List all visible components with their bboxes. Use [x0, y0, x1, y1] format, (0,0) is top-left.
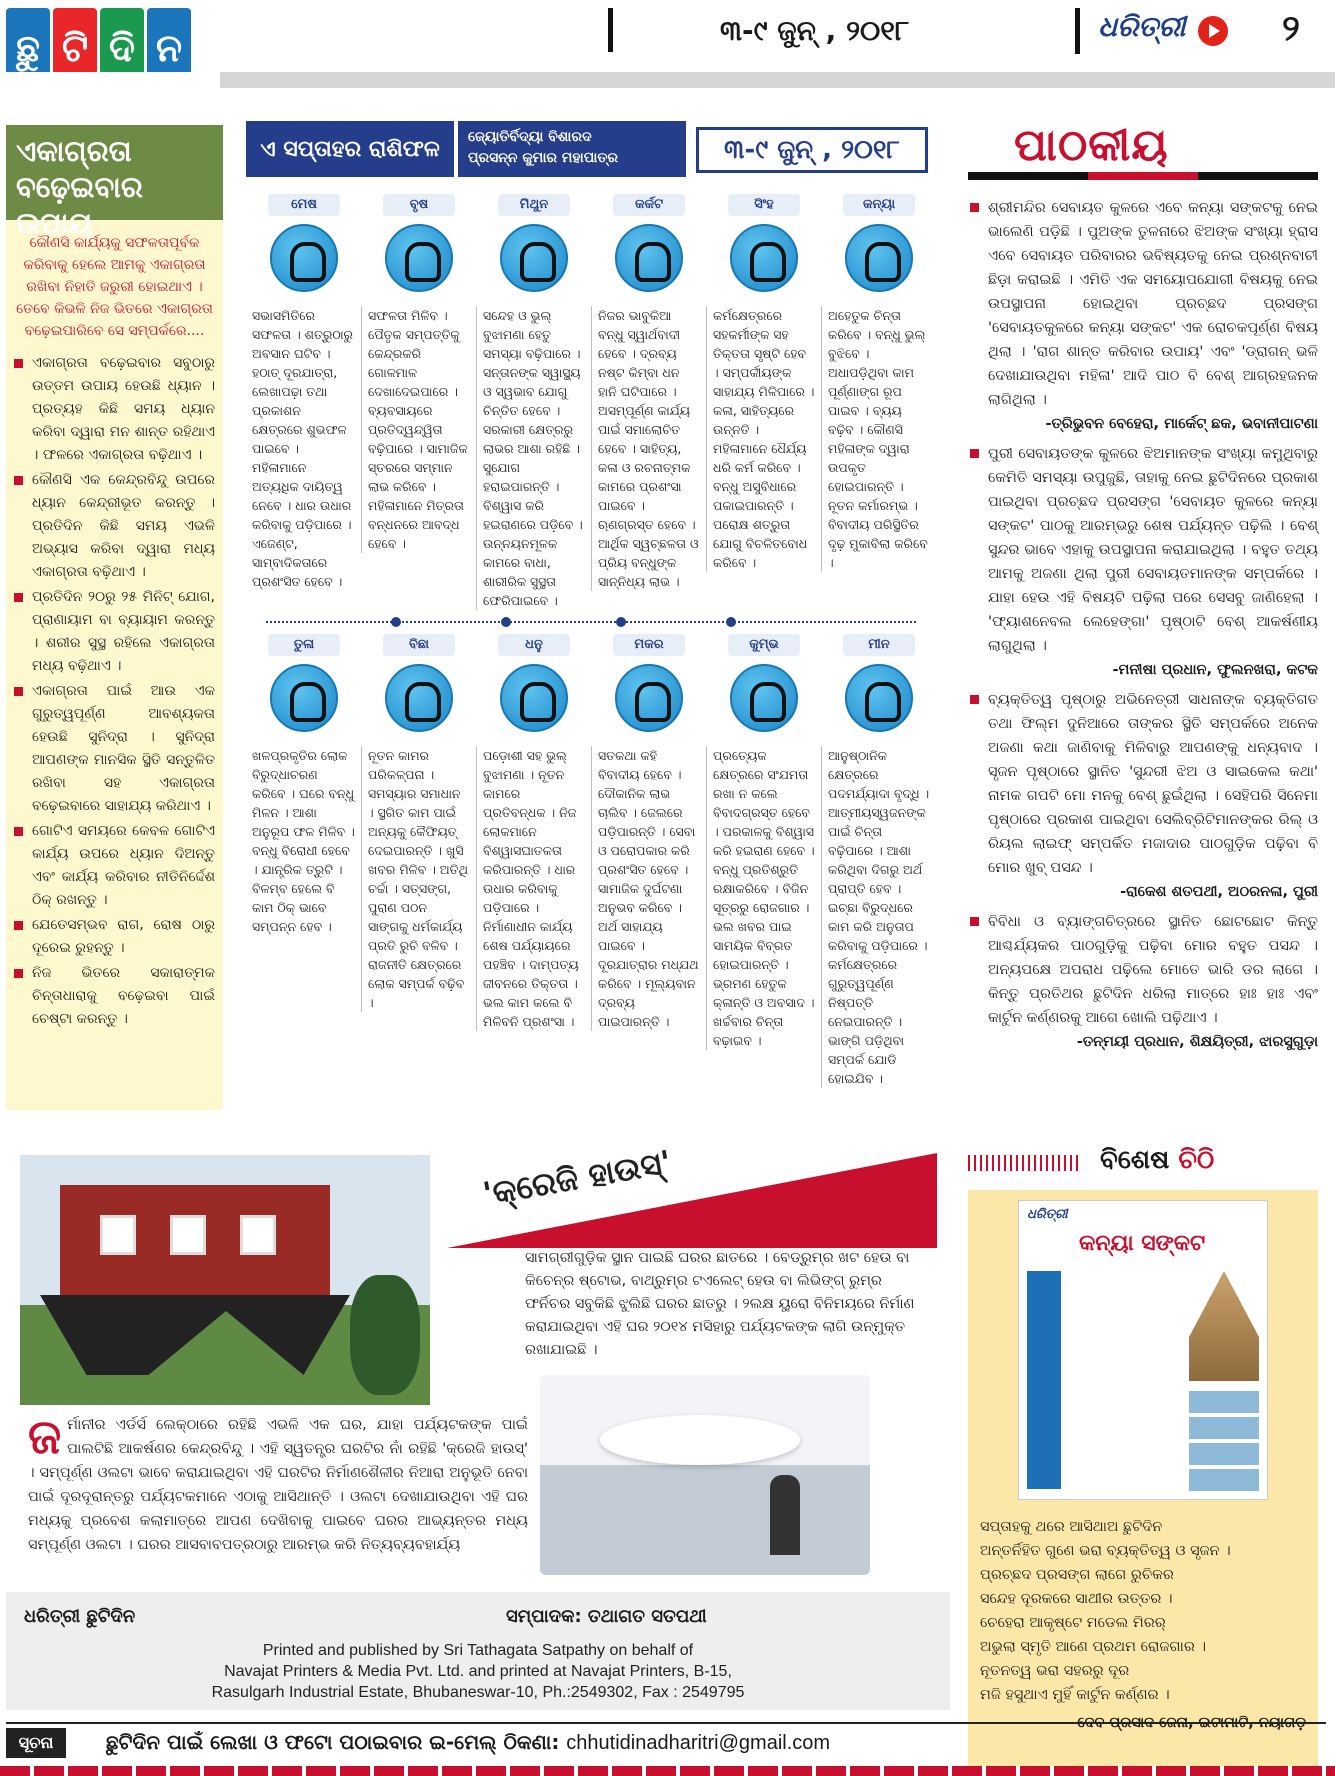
sign-prediction: ପଡ଼ୋଶୀ ସହ ଭୁଲ୍ ବୁଝାମଣା । ନୂତନ କାମରେ ପ୍ରତିବନ୍ଧକ । ନିଜ ଲୋକମାନେ ବିଶ୍ୱାସଘାତକତା କରିପାରନ୍ତି । ଧାର ଉଧାର କରିବାକୁ ପଡ଼ିପାରେ । ନିର୍ମାଣାଧୀନ କାର୍ଯ୍ୟ ଶେଷ ପର୍ଯ୍ୟାୟରେ ପହଞ୍ଚିବ । ଦାମ୍ପତ୍ୟ ଜୀବନରେ ତିକ୍ତତା । ଭଲ କାମ କଲେ ବି ମିଳିବନି ପ୍ରଶଂସା । — [476, 746, 591, 1031]
left-column-intro: କୌଣସି କାର୍ଯ୍ୟକୁ ସଫଳତାପୂର୍ବକ କରିବାକୁ ହେଲେ ଆମକୁ ଏକାଗ୍ରତା ରଖିବା ନିହାତି ଜରୁରୀ ହୋଇଥାଏ । ତେବେ କିଭଳି ନିଜ ଭିତରେ ଏକାଗ୍ରତା ବଢ଼େଇପାରିବେ ସେ ସମ୍ପର୍କରେ.... — [16, 235, 213, 339]
print-line: Printed and published by Sri Tathagata Satpathy on behalf of — [262, 1642, 694, 1659]
article-body — [28, 1409, 528, 1557]
sign-prediction: ନିଜର ଭାବୁକିଆ ବନ୍ଧୁ ସ୍ୱାର୍ଥବାଦୀ ହେବେ । ଦ୍ରବ୍ୟ ନଷ୍ଟ କିମ୍ବା ଧନ ହାନି ଘଟିପାରେ । ଅସମ୍ପୂର୍ଣ୍ଣ କାର୍ଯ୍ୟ ପାଇଁ ସମାଲୋଚିତ ହେବେ । ସାହିତ୍ୟ, କଳା ଓ ରଚନାତ୍ମକ କାମରେ ପ୍ରଶଂସା ପାଇବେ । ଋଣଗ୍ରସ୍ତ ହେବେ । ଆର୍ଥିକ ସ୍ୱଚ୍ଛଳତା ଓ ପ୍ରିୟ ବନ୍ଧୁଙ୍କ ସାନ୍ନିଧ୍ୟ ଲାଭ । — [591, 306, 706, 591]
author-designation: ଜ୍ୟୋତିର୍ବିଦ୍ୟା ବିଶାରଦ — [468, 129, 592, 145]
zodiac-scorpio — [361, 633, 476, 1012]
tip-item: ନିଜ ଭିତରେ ସକାରାତ୍ମକ ଚିନ୍ତାଧାରାକୁ ବଢ଼େଇବା ପାଇଁ ଚେଷ୍ଟା କରନ୍ତୁ । — [14, 962, 215, 1031]
horoscope-author — [458, 121, 686, 177]
pathakiya-title: ପାଠକୀୟ — [1014, 120, 1169, 171]
virgo-icon — [845, 224, 913, 292]
tip-item: ଏକାଗ୍ରତା ବଢ଼େଇବାର ସବୁଠାରୁ ଉତ୍ତମ ଉପାୟ ହେଉଛି ଧ୍ୟାନ । ପ୍ରତ୍ୟହ କିଛି ସମୟ ଧ୍ୟାନ କରିବା ଦ୍ୱାରା ମନ ଶାନ୍ତ ରହିଥାଏ । ଫଳରେ ଏକାଗ୍ରତା ବଢ଼ିଥାଏ । — [14, 352, 215, 467]
sign-name: କୁମ୍ଭ — [728, 634, 800, 656]
special-letter-title: ବିଶେଷ ଚିଠି — [1100, 1145, 1215, 1175]
sign-name: ମିଥୁନ — [498, 194, 570, 216]
sign-prediction: ନୂତନ କାମର ପରିକଳ୍ପନା । ସମସ୍ୟାର ସମାଧାନ । ସ୍ଥଗିତ କାମ ପାଇଁ ଅନ୍ୟକୁ କୈଫିୟତ୍ ଦେଇପାରନ୍ତି । ଖୁସି ଖବର ମିଳିବ । ଅତିଥି ଚର୍ଚ୍ଚା । ସତ୍ସଙ୍ଗ, ପୁରାଣ ପଠନ ସାଙ୍ଗକୁ ଧର୍ମକାର୍ଯ୍ୟ ପ୍ରତି ରୁଚି ବଳିବ । ରାଜନୀତି କ୍ଷେତ୍ରରେ ଲୋକ ସମ୍ପର୍କ ବଢ଼ିବ । — [361, 746, 476, 1012]
page-number: ୨ — [1282, 8, 1300, 49]
horoscope-divider — [246, 617, 938, 627]
horoscope-title: ଏ ସପ୍ତାହର ରାଶିଫଳ — [246, 121, 454, 177]
sign-name: ସିଂହ — [728, 194, 800, 216]
sagittarius-icon — [500, 664, 568, 732]
poem-line: ସପ୍ତାହକୁ ଥରେ ଆସିଥାଅ ଛୁଟିଦିନ — [980, 1519, 1163, 1535]
sign-prediction: ସଫଳତା ମିଳିବ । ପୈତୃକ ସମ୍ପତ୍ତିକୁ କେନ୍ଦ୍ରକରି ଗୋଳମାଳ ଦେଖାଦେଇପାରେ । ବ୍ୟବସାୟରେ ପ୍ରତିଦ୍ୱନ୍ଦ୍ୱିତା ବଢ଼ିପାରେ । ସାମାଜିକ ସ୍ତରରେ ସମ୍ମାନ ଲାଭ କରିବେ । ମହିଳାମାନେ ମିତ୍ରତା ବନ୍ଧନରେ ଆବଦ୍ଧ ହେବେ । — [361, 306, 476, 553]
horoscope-date: ୩-୯ ଜୁନ୍ , ୨୦୧୮ — [696, 127, 928, 173]
sign-prediction: ସନ୍ଦେହ ଓ ଭୁଲ୍ ବୁଝାମଣା ହେତୁ ସମସ୍ୟା ବଢ଼ିପାରେ । ସନ୍ତାନଙ୍କ ସ୍ୱାସ୍ଥ୍ୟ ଓ ସ୍ୱଭାବ ଯୋଗୁ ଚିନ୍ତିତ ହେବେ । ସରକାରୀ କ୍ଷେତ୍ରରୁ ଲାଭର ଆଶା ରହିଛି । ସୁଯୋଗ ହରାଇପାରନ୍ତି । ବିଶ୍ୱାସ କରି ହଇରାଣରେ ପଡ଼ିବେ । ଉନ୍ନୟନମୂଳକ କାମରେ ବାଧା, ଶାରୀରିକ ସୁସ୍ଥତା ଫେରିପାଇବେ । — [476, 306, 591, 610]
pathakiya-header — [968, 120, 1318, 178]
masthead-divider — [608, 8, 613, 52]
author-name: ପ୍ରସନ୍ନ କୁମାର ମହାପାତ୍ର — [468, 150, 618, 166]
temple-icon — [1189, 1271, 1259, 1381]
sign-name: କର୍କଟ — [613, 194, 685, 216]
zodiac-libra — [246, 633, 361, 936]
poem-line: ମଜି ହସୁଥାଏ ମୁହିଁ କାର୍ଟୁନ କର୍ଣ୍ଣର । — [980, 1687, 1170, 1703]
readers-letters-column — [968, 120, 1318, 1731]
sign-prediction: ପ୍ରତ୍ୟେକ କ୍ଷେତ୍ରରେ ସଂଯମତା ରଖା ନ କଲେ ବିବାଦଗ୍ରସ୍ତ ହେବେ । ପରକାଳକୁ ବିଶ୍ୱାସ କରି ହଇରାଣ ହେବେ । ବନ୍ଧୁ ପ୍ରତିଶ୍ରୁତି ରକ୍ଷାକରିବେ । ବିଜିନ ସୂତ୍ରରୁ ରୋଜଗାର । ଭଲ ଖବର ପାଇ ସାମୟିକ ବିବ୍ରତ ହୋଇପାରନ୍ତି । ଭ୍ରମଣ ହେତୁକ କ୍ଳାନ୍ତି ଓ ଅବସାଦ । ଖର୍ଚ୍ଚବାର ଚିନ୍ତା ବଢ଼ାଇବ । — [706, 746, 821, 1050]
letter-signature: -ରାକେଶ ଶତପଥୀ, ଅଠରନଳା, ପୁରୀ — [1120, 884, 1318, 900]
pisces-icon — [845, 664, 913, 732]
scorpio-icon — [385, 664, 453, 732]
reader-letter — [968, 688, 1318, 904]
poem-line: ପ୍ରଚ୍ଛଦ ପ୍ରସଙ୍ଗ ଲାଗେ ରୁଚିକର — [980, 1567, 1174, 1583]
masthead-divider — [1075, 8, 1080, 54]
title-rule — [968, 172, 1318, 180]
horoscope-header — [246, 121, 938, 177]
tip-item: ପ୍ରତିଦିନ ୨୦ରୁ ୨୫ ମିନିଟ୍ ଯୋଗ, ପ୍ରାଣାୟାମ ବା ବ୍ୟାୟାମ କରନ୍ତୁ । ଶରୀର ସୁସ୍ଥ ରହିଲେ ଏକାଗ୍ରତା ମଧ୍ୟ ବଢ଼ିଥାଏ । — [14, 586, 215, 678]
letter-signature: -ମନୀଷା ପ୍ରଧାନ, ଫୁଲନଖରା, କଟକ — [1112, 662, 1318, 678]
publication-name: ଧରିତ୍ରୀ ଛୁଟିଦିନ — [24, 1606, 136, 1627]
tip-item: ଏକାଗ୍ରତା ପାଇଁ ଆଉ ଏକ ଗୁରୁତ୍ୱପୂର୍ଣ୍ଣ ଆବଶ୍ୟକତା ହେଉଛି ସୁନିଦ୍ରା । ସୁନିଦ୍ରା ଆପଣଙ୍କ ମାନସିକ ସ୍ଥିତି ସନ୍ତୁଳିତ ରଖିବା ସହ ଏକାଗ୍ରତା ବଢ଼େଇବାରେ ସାହାଯ୍ୟ କରିଥାଏ । — [14, 680, 215, 818]
letter-text: ବ୍ୟକ୍ତିତ୍ୱ ପୃଷ୍ଠାରୁ ଅଭିନେତ୍ରୀ ସାଧନାଙ୍କ ବ୍ୟକ୍ତିଗତ ତଥା ଫିଲ୍ମ ଦୁନିଆରେ ତାଙ୍କର ସ୍ଥିତି ସମ୍ପର୍କରେ ଅନେକ ଅଜଣା କଥା ଜାଣିବାକୁ ମିଳିବାରୁ ଆପଣଙ୍କୁ ଧନ୍ୟବାଦ । ସୃଜନ ପୃଷ୍ଠାରେ ସ୍ଥାନିତ 'ସୁନ୍ଦରୀ ଝିଅ ଓ ସାଇକେଲ କଥା' ନାମକ ଗପଟି ମୋ ମନକୁ ବେଶ୍ ଛୁଇଁଥିଲା । ସେହିପରି ସିନେମା ପୃଷ୍ଠାରେ ପ୍ରକାଶ ପାଇଥିବା ସେଲିବ୍ରିଟିମାନଙ୍କର ରିଲ୍ ଓ ରିୟଲ ଲାଇଫ୍ ସମ୍ପର୍କିତ ମଜାଦାର ପାଠଗୁଡ଼ିକ ପଢ଼ିବା ବି ମୋର ଖୁବ୍ ପସନ୍ଦ । — [968, 688, 1318, 880]
submission-notice — [6, 1722, 1326, 1758]
letter-signature: -ତ୍ରିଭୁବନ ବେହେରା, ମାର୍କେଟ୍ ଛକ, ଭବାନୀପାଟଣା — [1045, 416, 1318, 432]
reader-letter — [968, 196, 1318, 436]
tip-item: ଗୋଟିଏ ସମୟରେ କେବଳ ଗୋଟିଏ କାର୍ଯ୍ୟ ଉପରେ ଧ୍ୟାନ ଦିଅନ୍ତୁ ଏବଂ କାର୍ଯ୍ୟ କରିବାର ନୀତିନିର୍ଦ୍ଦେଶ ଠିକ୍ ରଖନ୍ତୁ । — [14, 820, 215, 912]
zodiac-aquarius — [706, 633, 821, 1050]
tip-item: ଯେତେସମ୍ଭବ ରାଗ, ରୋଷ ଠାରୁ ଦୂରେଇ ରୁହନ୍ତୁ । — [14, 914, 215, 960]
taurus-icon — [385, 224, 453, 292]
poem-line: ସନ୍ଦେହ ଦୂରକରେ ସାଥୀର ଉତ୍ତର । — [980, 1591, 1173, 1607]
aquarius-icon — [730, 664, 798, 732]
issue-date: ୩-୯ ଜୁନ୍ , ୨୦୧୮ — [720, 14, 910, 47]
cover-logo-strip — [1027, 1271, 1061, 1489]
sign-name: ବିଛା — [383, 634, 455, 656]
sign-name: ମେଷ — [268, 194, 340, 216]
article-body-text: ର୍ମାନୀର ଏର୍ଡର୍ସ ଲେକ୍‌ଠାରେ ରହିଛି ଏଭଳି ଏକ ଘର, ଯାହା ପର୍ଯ୍ୟଟକଙ୍କ ପାଇଁ ପାଲଟିଛି ଆକର୍ଷଣର କେନ୍ଦ୍ରବିନ୍ଦୁ । ଏହି ସ୍ୱତନ୍ତ୍ର ଘରଟିର ନାଁ ରହିଛି 'କ୍ରେଜି ହାଉସ୍' । ସମ୍ପୂର୍ଣ୍ଣ ଓଲଟା ଭାବେ କରାଯାଇଥିବା ଏହି ଘରଟିର ନିର୍ମାଣଶୈଳୀର ନିଆରା ଅନୁଭୂତି ନେବା ପାଇଁ ଦୂରଦୂରାନ୍ତରୁ ପର୍ଯ୍ୟଟକମାନେ ଏଠାକୁ ଆସିଥାନ୍ତି । ଓଲଟା ଦେଖାଯାଉଥିବା ଏହି ଘର ମଧ୍ୟକୁ ପ୍ରବେଶ କଲାମାତ୍ରେ ଆପଣ ଦେଖିବାକୁ ପାଇବେ ଘରର ଆଭ୍ୟନ୍ତର ମଧ୍ୟ ସମ୍ପୂର୍ଣ୍ଣ ଓଲଟା । ଘରର ଆସବାବପତ୍ରଠାରୁ ଆରମ୍ଭ କରି ନିତ୍ୟବ୍ୟବହାର୍ଯ୍ୟ — [28, 1417, 528, 1553]
special-letter-poem — [980, 1515, 1306, 1735]
email-link[interactable]: chhutidinadharitri@gmail.com — [566, 1732, 831, 1754]
masthead-bar — [0, 72, 1335, 88]
sign-prediction: ସଭାସମିତିରେ ସଫଳତା । ଶତ୍ରୁଠାରୁ ଅବସାନ ଘଟିବ । ହଠାତ୍ ଦୂରଯାତ୍ରା, ଲେଖାପଢ଼ା ତଥା ପ୍ରକାଶନ କ୍ଷେତ୍ରରେ ଶୁଭଫଳ ପାଇବେ । ମହିଳାମାନେ ଅତ୍ୟଧିକ ଦାୟିତ୍ୱ ନେବେ । ଧାର ଉଧାର କରିବାକୁ ପଡ଼ିପାରେ । ଏଜେଣ୍ଟ, ସାମ୍ବାଦିକତାରେ ପ୍ରଶଂସିତ ହେବେ । — [252, 308, 354, 589]
poem-line: ଅଭୁଲା ସ୍ମୃତି ଆଣେ ପ୍ରଥମ ରୋଜଗାର । — [980, 1639, 1206, 1655]
print-line: Navajat Printers & Media Pvt. Ltd. and printed at Navajat Printers, B-15, — [224, 1663, 732, 1680]
special-letter-box — [968, 1190, 1318, 1770]
poem-line: ନୂତନତ୍ୱ ଭରା ସହରରୁ ଦୂର — [980, 1663, 1130, 1679]
bottom-rule — [0, 1766, 1335, 1776]
sign-name: କନ୍ୟା — [843, 194, 915, 216]
capricorn-icon — [615, 664, 683, 732]
zodiac-taurus — [361, 193, 476, 553]
logo-char-3: ଦି — [100, 8, 144, 88]
sign-name: ମକର — [613, 634, 685, 656]
poem-signature: -ଦେବ ପ୍ରସାଦ ଜେନା, ଇଟାମାଟି, ନୟାଗଡ଼ — [1071, 1715, 1306, 1731]
reader-letter — [968, 910, 1318, 1054]
poem-line: ଅନ୍ତର୍ନିହିତ ଗୁଣେ ଭରା ବ୍ୟକ୍ତିତ୍ୱ ଓ ସୃଜନ । — [980, 1543, 1231, 1559]
article-title: 'କ୍ରେଜି ହାଉସ୍' — [480, 1142, 675, 1214]
notice-text: ଛୁଟିଦିନ ପାଇଁ ଲେଖା ଓ ଫଟୋ ପଠାଇବାର ଇ-ମେଲ୍ ଠିକଣା: chhutidinadharitri@gmail.com — [106, 1730, 831, 1754]
zodiac-cancer — [591, 193, 706, 591]
sign-prediction: ଅହେତୁକ ଚିନ୍ତା କରିବେ । ବନ୍ଧୁ ଭୁଲ୍ ବୁଝିବେ । ଅଧାପଡ଼ିଥିବା କାମ ପୂର୍ଣ୍ଣାଙ୍ଗ ରୂପ ପାଇବ । ବ୍ୟୟ ବଢ଼ିବ । କୌଣସି ମହିଳାଙ୍କ ଦ୍ୱାରା ଉପକୃତ ହୋଇପାରନ୍ତି । ନୂତନ କର୍ମାରମ୍ଭ । ବିବାଦୀୟ ପରିସ୍ଥିତିର ଦୃଢ଼ ମୁକାବିଲା କରିବେ । — [821, 306, 936, 572]
gemini-icon — [500, 224, 568, 292]
horoscope-row — [246, 633, 938, 1103]
sign-name: ଧନୁ — [498, 634, 570, 656]
logo-char-4: ନ — [147, 8, 191, 88]
concentration-tips-column — [6, 125, 223, 1110]
zodiac-sagittarius — [476, 633, 591, 1031]
sign-prediction: ସତକଥା କହି ବିବାଦୀୟ ହେବେ । ଦୌକାନିକ ଲାଭ ଚାଲିବ । ଜେଲରେ ପଡ଼ିପାରନ୍ତି । ସେବା ଓ ପରୋପକାର କରି ପ୍ରଶଂସିତ ହେବେ । ସାମାଜିକ ଦୁର୍ଘଟଣା ଅନୁଭବ କରିବେ । ଅର୍ଥ ସାହାଯ୍ୟ ପାଇବେ । ଦୂରଯାତ୍ରାର ମଧ୍ଯଥ କରିବେ । ମୂଲ୍ୟବାନ ଦ୍ରବ୍ୟ ପାଇପାରନ୍ତି । — [591, 746, 706, 1031]
imprint-footer — [6, 1592, 950, 1710]
article-lead: ସାମଗ୍ରୀଗୁଡ଼ିକ ସ୍ଥାନ ପାଇଛି ଘରର ଛାତରେ । ବେଡ୍‌ରୁମ୍‌ର ଖଟ ହେଉ ବା କିଚେନ୍‌ର ଷ୍ଟୋଭ, ବାଥ୍‌ରୁମ୍‌ର ଟଏଲେଟ୍ ହେଉ ବା ଲିଭିଙ୍ଗ୍ ରୁମ୍‌ର ଫର୍ନିଚର ସବୁକିଛି ଝୁଲିଛି ଘରର ଛାତରୁ । ୨ଲକ୍ଷ ୟୁରୋ ବିନିମୟରେ ନିର୍ମାଣ କରାଯାଇଥିବା ଏହି ଘର ୨୦୧୪ ମସିହାରୁ ପର୍ଯ୍ୟଟକଙ୍କ ଲାଗି ଉନ୍ମୁକ୍ତ ରଖାଯାଇଛି । — [525, 1250, 915, 1358]
zodiac-capricorn — [591, 633, 706, 1031]
notice-label: ସୂଚନା — [6, 1728, 66, 1758]
masthead — [0, 0, 1335, 92]
editor-credit: ସମ୍ପାଦକ: ତଥାଗତ ସତପଥୀ — [506, 1606, 707, 1627]
dharitri-brand: ଧରିତ୍ରୀ — [1098, 10, 1186, 43]
special-letter-header — [968, 1145, 1318, 1185]
leo-icon — [730, 224, 798, 292]
cover-model-figure — [1089, 1261, 1179, 1491]
cancer-icon — [615, 224, 683, 292]
libra-icon — [270, 664, 338, 732]
left-column-title: ଏକାଗ୍ରତା ବଢ଼େଇବାର ଉପାୟ — [6, 125, 223, 220]
house-interior-photo — [540, 1375, 870, 1575]
sign-prediction: ଖଳପ୍ରକୃତିର ଲୋକ ବିରୁଦ୍ଧାଚରଣ କରିବେ । ଘରେ ବନ୍ଧୁ ମିଳନ । ଆଶା ଅନୁରୂପ ଫଳ ମିଳିବ । ବନ୍ଧୁ ବିରୋଧୀ ହେବେ । ଯାନ୍ତ୍ରିକ ତ୍ରୁଟି । ବିଳମ୍ବ ହେଲେ ବି କାମ ଠିକ୍ ଭାବେ ସମ୍ପନ୍ନ ହେବ । — [252, 748, 355, 934]
print-line — [6, 1640, 950, 1703]
letter-text: ବିବିଧା ଓ ବ୍ୟାଙ୍ଗଚିତ୍ରରେ ସ୍ଥାନିତ ଛୋଟଛୋଟ କିନ୍ତୁ ଆଶ୍ଚର୍ଯ୍ୟକର ପାଠଗୁଡ଼ିକୁ ପଢ଼ିବା ମୋର ବହୁତ ପସନ୍ଦ । ଅନ୍ୟପକ୍ଷେ ଅପରାଧ ପଢ଼ିଲେ ମୋତେ ଭାରି ଡର ଲାଗେ । କିନ୍ତୁ ପ୍ରତିଥର ଛୁଟିଦିନ ଧରିଲା ମାତ୍ରେ ହାଃ ହାଃ ଏବଂ କାର୍ଟୁନ କର୍ଣ୍ଣରକୁ ଆଗେ ଖୋଲି ପଢ଼ିଥାଏ । — [968, 910, 1318, 1030]
tips-list — [6, 348, 223, 1037]
sign-name: ବୃଷ — [383, 194, 455, 216]
zodiac-leo — [706, 193, 821, 572]
logo-char-1: ଛୁ — [6, 8, 50, 88]
reader-letter — [968, 442, 1318, 682]
letters-list — [968, 196, 1318, 1054]
sign-name: ତୁଳା — [268, 634, 340, 656]
zodiac-aries — [246, 193, 361, 591]
logo-char-2: ଟି — [53, 8, 97, 88]
weekly-horoscope — [246, 121, 938, 1111]
letter-signature: -ତନ୍ମୟୀ ପ୍ରଧାନ, ଶିକ୍ଷୟିତ୍ରୀ, ଝାରସୁଗୁଡ଼ା — [1076, 1034, 1318, 1050]
cover-thumbnails — [1189, 1391, 1259, 1491]
play-icon — [1198, 16, 1228, 46]
zodiac-gemini — [476, 193, 591, 610]
zodiac-virgo — [821, 193, 936, 572]
crazy-house-article — [0, 1135, 950, 1575]
print-line: Rasulgarh Industrial Estate, Bhubaneswar-10, Ph.:2549302, Fax : 2549795 — [211, 1684, 745, 1701]
upside-down-house-photo — [20, 1155, 430, 1405]
drop-cap: ଜ — [28, 1409, 62, 1465]
cover-brand: ଧରିତ୍ରୀ — [1027, 1207, 1068, 1222]
letter-text: ପୁରୀ ସେବାୟତଙ୍କ କୁଳରେ ଝିଅମାନଙ୍କ ସଂଖ୍ୟା କମୁଥିବାରୁ କେମିତି ସମସ୍ୟା ଉପୁଜୁଛି, ତାହାକୁ ନେଇ ଛୁଟିଦିନରେ ପ୍ରକାଶ ପାଇଥିବା ପ୍ରଚ୍ଛଦ ପ୍ରସଙ୍ଗ 'ସେବାୟତ କୁଳରେ କନ୍ୟା ସଙ୍କଟ' ପାଠକୁ ଆରମ୍ଭରୁ ଶେଷ ପର୍ଯ୍ୟନ୍ତ ପଢ଼ିଲି । ବେଶ୍ ସୁନ୍ଦର ଭାବେ ଏହାକୁ ଉପସ୍ଥାପନା କରାଯାଇଥିଲା । ବହୁତ ତଥ୍ୟ ଆମକୁ ଅଜଣା ଥିଲା ପୁରୀ ସେବାୟତମାନଙ୍କ ସମ୍ପର୍କରେ । ଯାହା ହେଉ ଏହି ବିଷୟଟି ପଢ଼ିଲା ପରେ ସେସବୁ ଜାଣିହେଲା । 'ଫ୍ୟାଶନେବଲ ଲେହେଙ୍ଗା' ପୃଷ୍ଠାଟି ବେଶ୍ ଆକର୍ଷଣୀୟ ଲାଗୁଥିଲା । — [968, 442, 1318, 658]
letter-text: ଶ୍ରୀମନ୍ଦିର ସେବାୟତ କୁଳରେ ଏବେ କନ୍ୟା ସଙ୍କଟକୁ ନେଇ ଭାଲେଣି ପଡ଼ିଛି । ପୁଅଙ୍କ ତୁଳନାରେ ଝିଅଙ୍କ ସଂଖ୍ୟା ହ୍ରାସ ଏବେ ସେବାୟତ ପରିବାରର ଭବିଷ୍ୟତକୁ ନେଇ ପ୍ରଶ୍ନବାଚୀ ଛିଡ଼ା କରାଇଛି । ଏମିତି ଏକ ସମୟୋପଯୋଗୀ ବିଷୟକୁ ନେଇ ଉପସ୍ଥାପନା ହୋଇଥିବା ପ୍ରଚ୍ଛଦ ପ୍ରସଙ୍ଗ 'ସେବାୟତକୁଳରେ କନ୍ୟା ସଙ୍କଟ' ଏକ ରୋଚକପୂର୍ଣ୍ଣ ବିଷୟ ଥିଲା । 'ରାଗ ଶାନ୍ତ କରିବାର ଉପାୟ' ଏବଂ 'ଡ୍ରାଗନ୍ ଭଳି ଦେଖାଯାଉଥିବା ମହିଳା' ଆଦି ପାଠ ବି ବେଶ୍ ଆଗ୍ରହଜନକ ଲାଗିଥିଲା । — [968, 196, 1318, 412]
zodiac-pisces — [821, 633, 936, 1088]
magazine-cover-image — [1018, 1200, 1268, 1500]
cover-title: କନ୍ୟା ସଙ୍କଟ — [1079, 1231, 1206, 1256]
sign-name: ମୀନ — [843, 634, 915, 656]
aries-icon — [270, 224, 338, 292]
poem-line: ଚେହେରା ଆକୃଷ୍ଟେ ମଡେଲ ମିରର୍ — [980, 1615, 1166, 1631]
sign-prediction: କର୍ମକ୍ଷେତ୍ରରେ ସହକର୍ମୀଙ୍କ ସହ ତିକ୍ତତା ସୃଷ୍ଟି ହେବ । ସମ୍ପର୍କୀୟଙ୍କ ସାହାଯ୍ୟ ମିଳିପାରେ । କଳା, ସାହିତ୍ୟରେ ଉନ୍ନତି । ମହିଳାମାନେ ଧୈର୍ଯ୍ୟ ଧରି କର୍ମ କରିବେ । ବନ୍ଧୁ ଅସୁବିଧାରେ ପକାଇପାରନ୍ତି । ପରୋକ୍ଷ ଶତ୍ରୁତା ଯୋଗୁ ବିଚଳିତବୋଧ କରିବେ । — [706, 306, 821, 572]
tip-item: କୌଣସି ଏକ କେନ୍ଦ୍ରବିନ୍ଦୁ ଉପରେ ଧ୍ୟାନ କେନ୍ଦ୍ରୀଭୂତ କରନ୍ତୁ । ପ୍ରତିଦିନ କିଛି ସମୟ ଏଭଳି ଅଭ୍ୟାସ କରିବା ଦ୍ୱାରା ମଧ୍ୟ ଏକାଗ୍ରତା ବଢ଼ିଥାଏ । — [14, 469, 215, 584]
sign-prediction: ଆନୁଷ୍ଠାନିକ କ୍ଷେତ୍ରରେ ପଦମର୍ଯ୍ୟାଦା ବୃଦ୍ଧି । ଆତ୍ମୀୟସ୍ୱଜନଙ୍କ ପାଇଁ ଚିନ୍ତା ବଢ଼ିପାରେ । ଆଶା କରିଥିବା ଦିଗରୁ ଅର୍ଥ ପ୍ରାପ୍ତି ହେବ । ଇଚ୍ଛା ବିରୁଦ୍ଧରେ କାମ କରି ଅନୁତାପ କରିବାକୁ ପଡ଼ିପାରେ । କର୍ମକ୍ଷେତ୍ରରେ ଗୁରୁତ୍ୱପୂର୍ଣ୍ଣ ନିଷ୍ପତ୍ତି ନେଇପାରନ୍ତି । ଭାଙ୍ଗି ପଡ଼ିଥିବା ସମ୍ପର୍କ ଯୋଡି ହୋଇଯିବ । — [821, 746, 936, 1088]
